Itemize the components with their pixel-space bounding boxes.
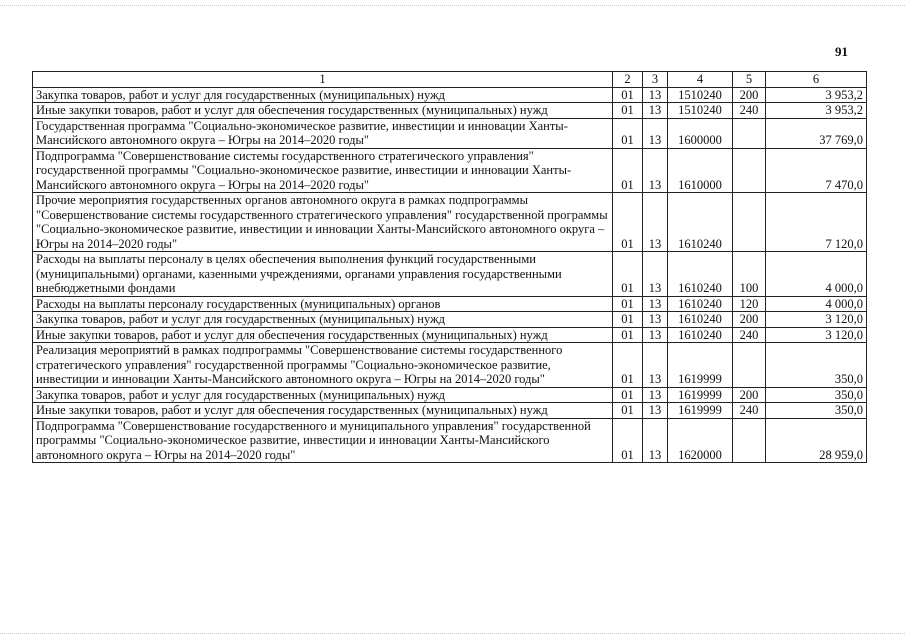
header-col-5: 5	[733, 72, 766, 88]
row-subsection: 13	[643, 418, 668, 463]
row-expense-type: 200	[733, 312, 766, 328]
row-target-item: 1610240	[668, 327, 733, 343]
row-section: 01	[613, 403, 643, 419]
row-subsection: 13	[643, 87, 668, 103]
table-row	[33, 312, 867, 328]
row-target-item: 1600000	[668, 118, 733, 148]
header-col-6: 6	[766, 72, 867, 88]
row-amount: 3 953,2	[766, 103, 867, 119]
row-expense-type: 240	[733, 103, 766, 119]
row-amount: 37 769,0	[766, 118, 867, 148]
row-name: Подпрограмма "Совершенствование государственного и муниципального управления" государственной программы "Социально-экономическое развитие, инвестиции и инновации Ханты-Мансийского автономного округа – Югры на 2014–2020 годы"	[33, 418, 613, 463]
row-subsection: 13	[643, 296, 668, 312]
row-amount: 350,0	[766, 403, 867, 419]
header-col-1: 1	[33, 72, 613, 88]
row-section: 01	[613, 87, 643, 103]
row-amount: 350,0	[766, 343, 867, 388]
header-col-4: 4	[668, 72, 733, 88]
row-name: Иные закупки товаров, работ и услуг для обеспечения государственных (муниципальных) нужд	[33, 103, 613, 119]
budget-table	[32, 71, 867, 463]
table-row	[33, 118, 867, 148]
header-col-2: 2	[613, 72, 643, 88]
row-subsection: 13	[643, 148, 668, 193]
row-target-item: 1610240	[668, 252, 733, 297]
row-name: Подпрограмма "Совершенствование системы государственного стратегического управления" государственной программы "Социально-экономическое развитие, инвестиции и инновации Ханты-Мансийского автономного округа – Югры на 2014–2020 годы"	[33, 148, 613, 193]
scan-artifact-bottom	[0, 633, 905, 634]
row-target-item: 1610240	[668, 193, 733, 252]
row-target-item: 1610240	[668, 296, 733, 312]
scan-artifact-top	[0, 5, 905, 6]
table-row	[33, 87, 867, 103]
row-target-item: 1510240	[668, 103, 733, 119]
row-name: Закупка товаров, работ и услуг для государственных (муниципальных) нужд	[33, 87, 613, 103]
row-name: Закупка товаров, работ и услуг для государственных (муниципальных) нужд	[33, 387, 613, 403]
row-expense-type	[733, 193, 766, 252]
row-subsection: 13	[643, 118, 668, 148]
row-expense-type: 240	[733, 403, 766, 419]
table-row	[33, 252, 867, 297]
row-target-item: 1619999	[668, 343, 733, 388]
row-section: 01	[613, 327, 643, 343]
row-name: Иные закупки товаров, работ и услуг для обеспечения государственных (муниципальных) нужд	[33, 403, 613, 419]
row-expense-type: 120	[733, 296, 766, 312]
row-name: Реализация мероприятий в рамках подпрограммы "Совершенствование системы государственного стратегического управления" государственной программы "Социально-экономическое развитие, инвестиции и инновации Ханты-Мансийского автономного округа – Югры на 2014–2020 годы"	[33, 343, 613, 388]
row-name: Государственная программа "Социально-экономическое развитие, инвестиции и инновации Ханты-Мансийского автономного округа – Югры на 2014–2020 годы"	[33, 118, 613, 148]
row-amount: 7 120,0	[766, 193, 867, 252]
table-row	[33, 296, 867, 312]
row-expense-type	[733, 148, 766, 193]
table-row	[33, 327, 867, 343]
header-col-3: 3	[643, 72, 668, 88]
row-section: 01	[613, 343, 643, 388]
row-subsection: 13	[643, 387, 668, 403]
row-section: 01	[613, 118, 643, 148]
row-expense-type: 200	[733, 387, 766, 403]
row-expense-type: 200	[733, 87, 766, 103]
row-amount: 3 120,0	[766, 312, 867, 328]
row-amount: 7 470,0	[766, 148, 867, 193]
row-amount: 350,0	[766, 387, 867, 403]
row-subsection: 13	[643, 252, 668, 297]
table-row	[33, 403, 867, 419]
row-expense-type	[733, 418, 766, 463]
row-section: 01	[613, 193, 643, 252]
row-target-item: 1510240	[668, 87, 733, 103]
row-name: Расходы на выплаты персоналу государственных (муниципальных) органов	[33, 296, 613, 312]
row-subsection: 13	[643, 103, 668, 119]
row-name: Иные закупки товаров, работ и услуг для обеспечения государственных (муниципальных) нужд	[33, 327, 613, 343]
row-section: 01	[613, 312, 643, 328]
row-name: Прочие мероприятия государственных органов автономного округа в рамках подпрограммы "Совершенствование системы государственного стратегического управления" государственной программы "Социально-экономическое развитие, инвестиции и инновации Ханты-Мансийского автономного округа – Югры на 2014–2020 годы"	[33, 193, 613, 252]
row-name: Закупка товаров, работ и услуг для государственных (муниципальных) нужд	[33, 312, 613, 328]
row-section: 01	[613, 148, 643, 193]
row-name: Расходы на выплаты персоналу в целях обеспечения выполнения функций государственными (муниципальными) органами, казенными учреждениями, органами управления государственными внебюджетными фондами	[33, 252, 613, 297]
row-amount: 4 000,0	[766, 296, 867, 312]
row-amount: 3 953,2	[766, 87, 867, 103]
row-subsection: 13	[643, 343, 668, 388]
table-row	[33, 148, 867, 193]
row-expense-type	[733, 118, 766, 148]
row-subsection: 13	[643, 403, 668, 419]
row-target-item: 1619999	[668, 387, 733, 403]
page-number: 91	[835, 44, 848, 59]
row-target-item: 1610240	[668, 312, 733, 328]
row-section: 01	[613, 387, 643, 403]
row-amount: 3 120,0	[766, 327, 867, 343]
row-section: 01	[613, 418, 643, 463]
row-expense-type: 240	[733, 327, 766, 343]
table-row	[33, 193, 867, 252]
row-subsection: 13	[643, 327, 668, 343]
row-section: 01	[613, 103, 643, 119]
row-section: 01	[613, 252, 643, 297]
row-subsection: 13	[643, 312, 668, 328]
row-section: 01	[613, 296, 643, 312]
table-row	[33, 103, 867, 119]
row-target-item: 1620000	[668, 418, 733, 463]
table-row	[33, 387, 867, 403]
row-subsection: 13	[643, 193, 668, 252]
table-row	[33, 343, 867, 388]
row-expense-type: 100	[733, 252, 766, 297]
table-row	[33, 418, 867, 463]
row-expense-type	[733, 343, 766, 388]
row-target-item: 1619999	[668, 403, 733, 419]
header-row	[33, 72, 867, 88]
row-amount: 4 000,0	[766, 252, 867, 297]
row-amount: 28 959,0	[766, 418, 867, 463]
row-target-item: 1610000	[668, 148, 733, 193]
